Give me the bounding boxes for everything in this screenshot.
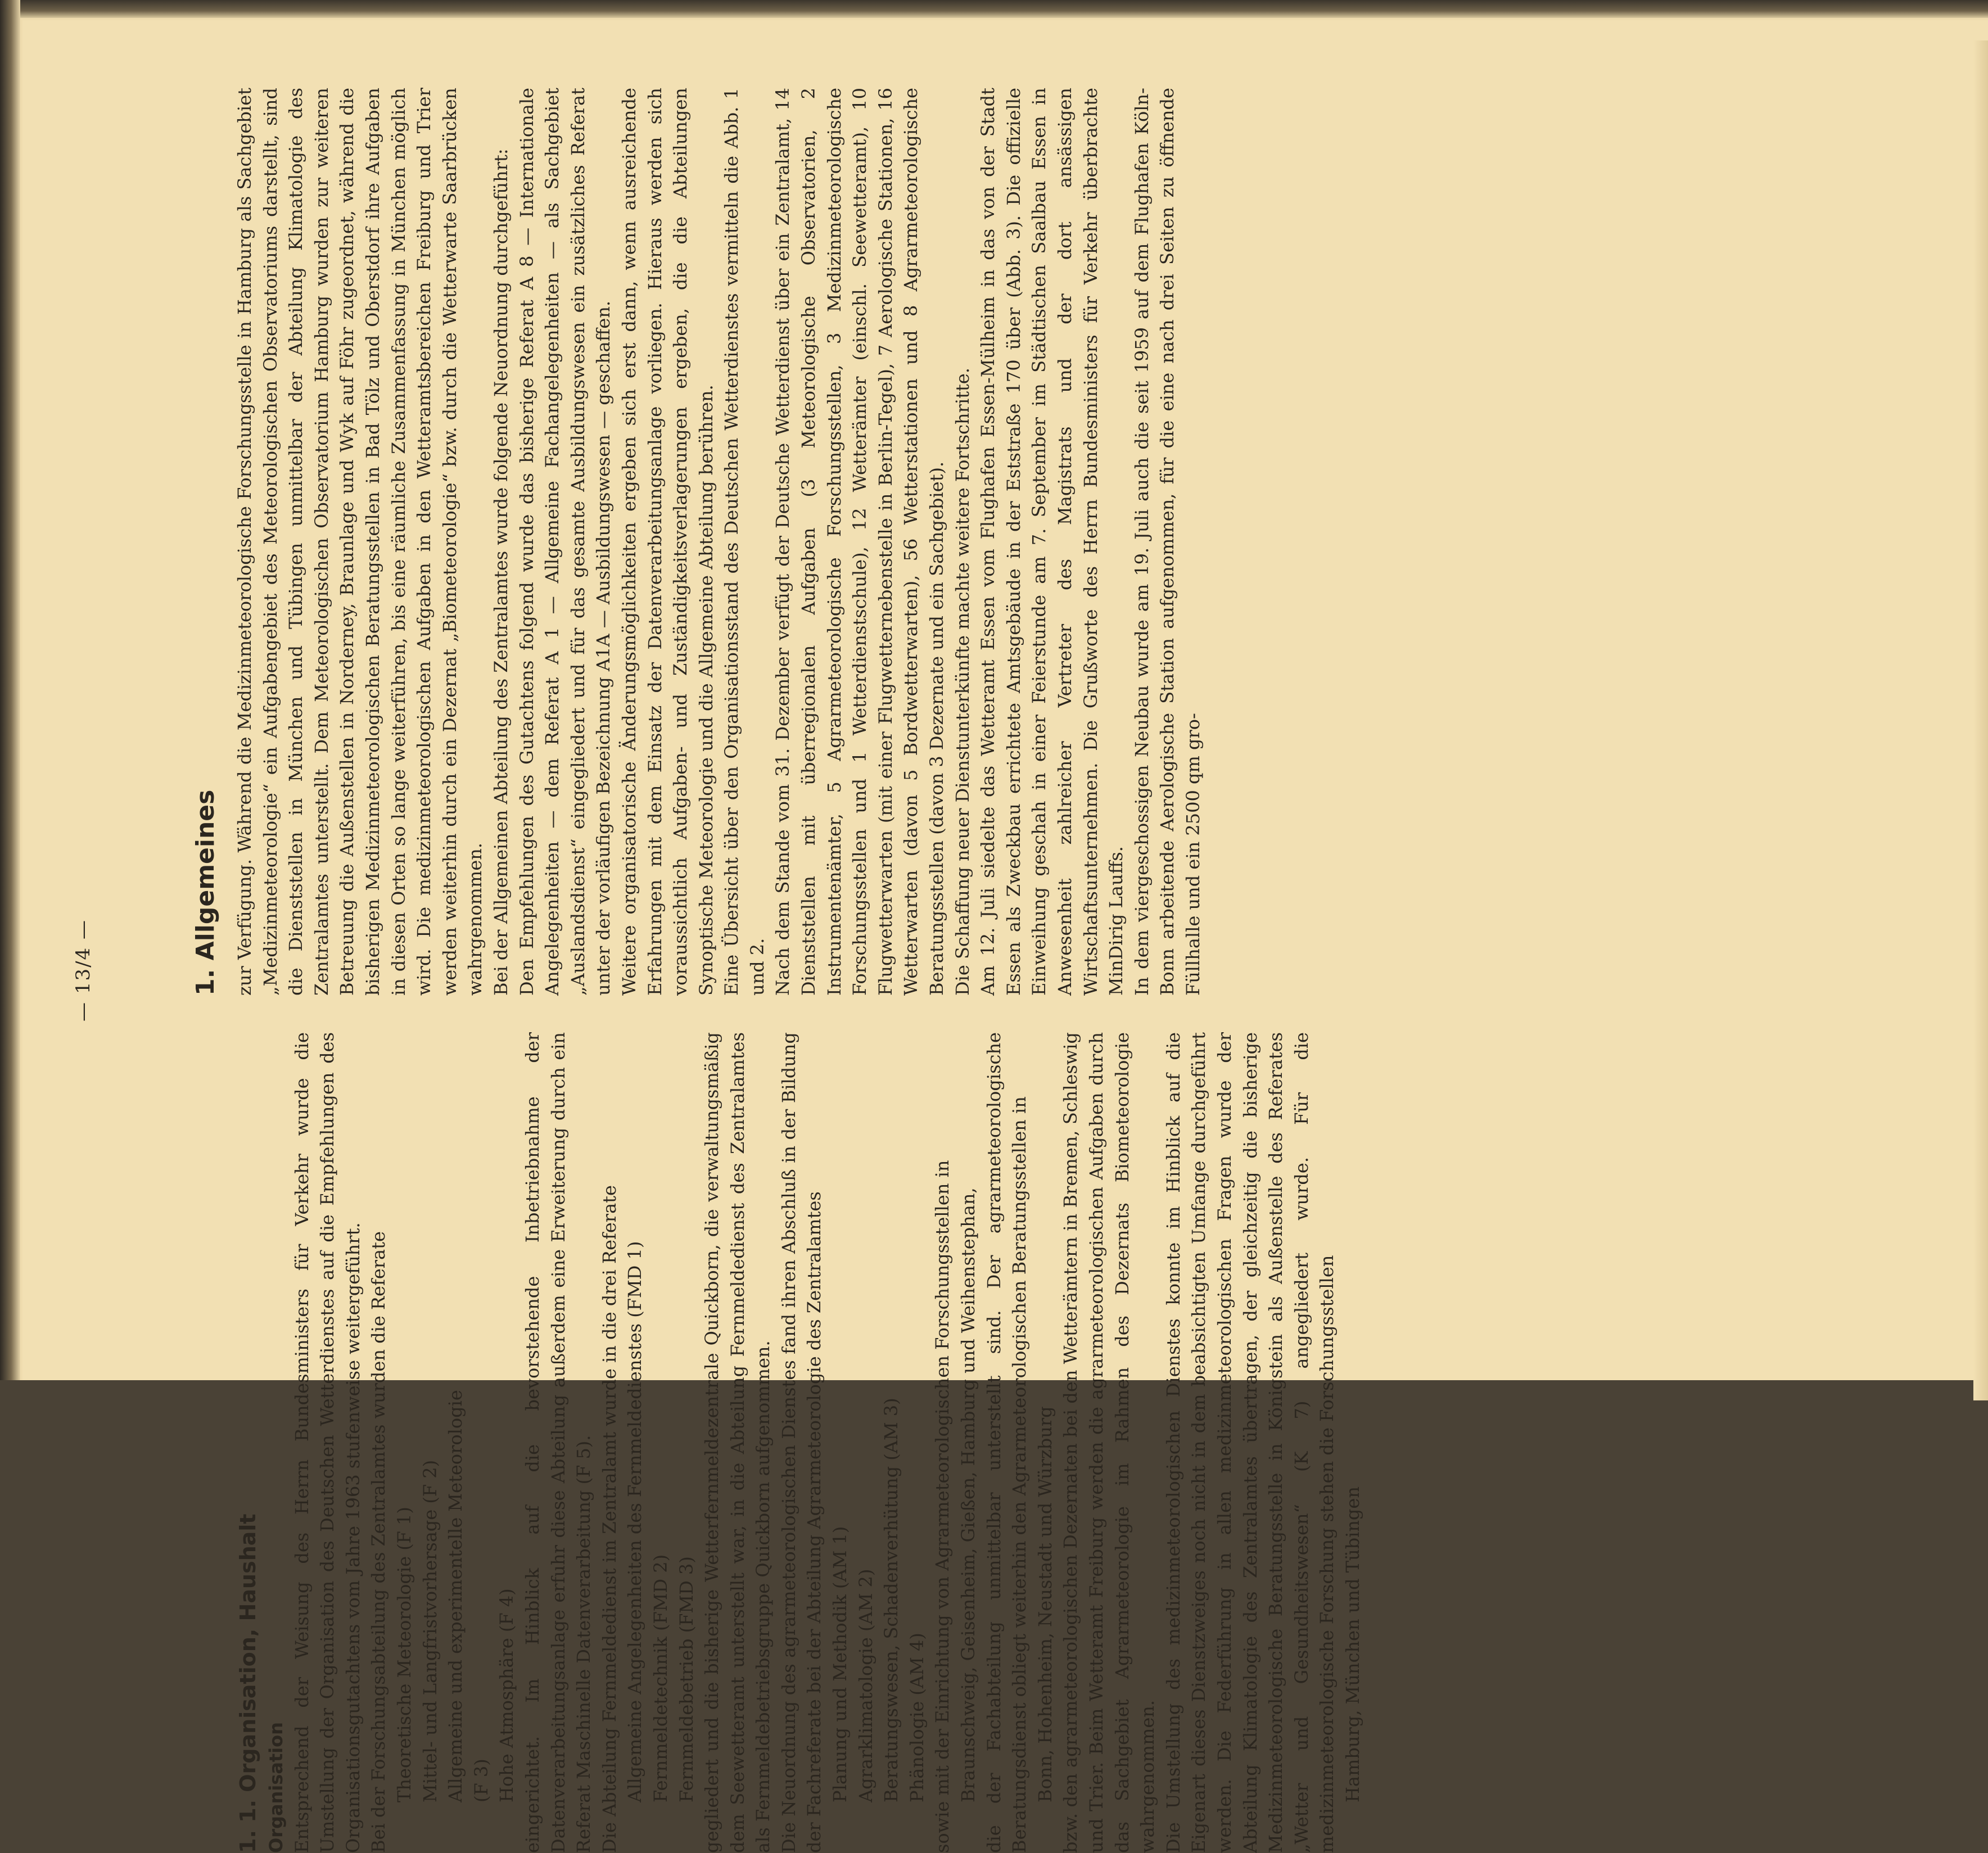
scan-edge-left — [0, 0, 20, 1380]
paragraph: eingerichtet. Im Hinblick auf die bevorstehende Inbetriebnahme der Datenverarbeitungsanlage erfuhr diese Abteilung außerdem eine Erweiterung durch ein Referat Maschinelle Datenverarbeitung (F 5). — [521, 1032, 595, 1853]
paragraph: Eine Übersicht über den Organisationsstand des Deutschen Wetterdienstes vermitteln die Abb. 1 und 2. — [721, 88, 768, 996]
list-item: Hamburg, München und Tübingen — [1341, 1486, 1363, 1802]
paragraph: Nach dem Stande vom 31. Dezember verfügt der Deutsche Wetterdienst über ein Zentralamt, 14 Dienststellen mit überregionalen Aufgaben (3 Meteorologische Observatorien, 2 Instrumentenämter, 5 Agrarmeteorologische Forschungsstellen, 3 Medizinmeteorologische Forschungsstellen und 1 Wetterdienstschule), 12 Wetterämter (einschl. Seewetteramt), 10 Flugwetterwarten (mit einer Flugwetternebenstelle in Berlin-Tegel), 7 Aerologische Stationen, 16 Wetterwarten (davon 5 Bordwetterwarten), 56 Wetterstationen und 8 Agrarmeteorologische Beratungsstellen (davon 3 Dezernate und ein Sachgebiet). — [772, 88, 948, 996]
paragraph: Die Neuordnung des agrarmeteorologischen Dienstes fand ihren Abschluß in der Bildung der Fachreferate bei der Abteilung Agrarmeteorologie des Zentralamtes — [778, 1032, 825, 1853]
paragraph: Die Umstellung des medizinmeteorologischen Dienstes konnte im Hinblick auf die Eigenart dieses Dienstzweiges noch nicht in dem beabsichtigten Umfange durchgeführt werden. Die Federführung in allen medizinmeteorologischen Fragen wurde der Abteilung Klimatologie des Zentralamtes übertragen, der gleichzeitig die bisherige Medizinmeteorologische Beratungsstelle in Königstein als Außenstelle des Referates „Wetter und Gesundheitswesen“ (K 7) angegliedert wurde. Für die medizinmeteorologische Forschung stehen die Forschungsstellen — [1162, 1032, 1338, 1853]
list-item: Phänologie (AM 4) — [906, 1633, 928, 1802]
page-fold-shadow — [1973, 40, 1988, 1400]
paragraph: bzw. den agrarmeteorologischen Dezernaten bei den Wetterämtern in Bremen, Schleswig und Trier. Beim Wetteramt Freiburg werden die agrarmeteorologischen Aufgaben durch das Sachgebiet Agrarmeteorologie im Rahmen des Dezernats Biometeorologie wahrgenommen. — [1060, 1032, 1159, 1853]
paragraph: Die Schaffung neuer Dienstunterkünfte machte weitere Fortschritte. — [951, 367, 973, 996]
list-item: (F 3) — [470, 1759, 492, 1802]
list-item: Mittel- und Langfristvorhersage (F 2) — [419, 1459, 441, 1802]
list-item: Braunschweig, Geisenheim, Gießen, Hamburg und Weihenstephan, — [957, 1187, 979, 1802]
list-item: Fernmeldetechnik (FMD 2) — [649, 1554, 671, 1802]
list-item: Fernmeldebetrieb (FMD 3) — [675, 1556, 697, 1802]
paragraph: Weitere organisatorische Änderungsmöglichkeiten ergeben sich erst dann, wenn ausreichende Erfahrungen mit dem Einsatz der Datenverarbeitungsanlage vorliegen. Hieraus werden sich voraussichtlich Aufgaben- und Zuständigkeitsverlagerungen ergeben, die die Abteilungen Synoptische Meteorologie und die Allgemeine Abteilung berühren. — [618, 88, 717, 996]
subsection-heading: Organisation — [265, 1722, 287, 1853]
list-item: Planung und Methodik (AM 1) — [829, 1526, 851, 1802]
scan-edge-top — [0, 0, 1988, 18]
paragraph: die der Fachabteilung unmittelbar unterstellt sind. Der agrarmeteorologische Beratungsdienst obliegt weiterhin den Agrarmeteorologischen Beratungsstellen in — [983, 1032, 1031, 1853]
list-item: Allgemeine und experimentelle Meteorologie — [445, 1390, 467, 1802]
paragraph: Bei der Allgemeinen Abteilung des Zentralamtes wurde folgende Neuordnung durchgeführt: — [490, 148, 512, 996]
list-item: Theoretische Meteorologie (F 1) — [393, 1507, 415, 1802]
paragraph: Am 12. Juli siedelte das Wetteramt Essen vom Flughafen Essen-Mülheim in das von der Stadt Essen als Zweckbau errichtete Amtsgebäude in der Eststraße 170 über (Abb. 3). Die offizielle Einweihung geschah in einer Feierstunde am 7. September im Städtischen Saalbau Essen in Anwesenheit zahlreicher Vertreter des Magistrats und der dort ansässigen Wirtschaftsunternehmen. Die Grußworte des Herrn Bundesministers für Verkehr überbrachte MinDirig Lauffs. — [977, 88, 1127, 996]
paragraph: In dem viergeschossigen Neubau wurde am 19. Juli auch die seit 1959 auf dem Flughafen Köln-Bonn arbeitende Aerologische Station aufgenommen, für die eine nach drei Seiten zu öffnende Füllhalle und ein 2500 qm gro- — [1131, 88, 1204, 996]
left-column — [232, 1032, 1366, 1853]
list-item: Agrarklimatologie (AM 2) — [855, 1569, 876, 1802]
page-number: — 13/4 — — [72, 919, 94, 1022]
list-item: Bonn, Hohenheim, Neustadt und Würzburg — [1034, 1406, 1056, 1802]
paragraph: Die Abteilung Fernmeldedienst im Zentralamt wurde in die drei Referate — [598, 1185, 620, 1853]
paragraph: Bei der Forschungsabteilung des Zentralamtes wurden die Referate — [368, 1231, 390, 1853]
section-heading: 1. 1. Organisation, Haushalt — [236, 1513, 260, 1853]
list-item: Allgemeine Angelegenheiten des Fernmeldedienstes (FMD 1) — [624, 1241, 646, 1802]
list-item: Beratungswesen, Schadenverhütung (AM 3) — [880, 1398, 902, 1802]
paragraph: zur Verfügung. Während die Medizinmeteorologische Forschungsstelle in Hamburg als Sachgebiet „Medizinmeteorologie“ ein Aufgabengebiet des Meteorologischen Observatoriums darstellt, sind die Dienststellen in München und Tübingen unmittelbar der Abteilung Klimatologie des Zentralamtes unterstellt. Dem Meteorologischen Observatorium Hamburg wurden zur weiteren Betreuung die Außenstellen in Norderney, Braunlage und Wyk auf Föhr zugeordnet, während die bisherigen Medizinmeteorologischen Beratungsstellen in Bad Tölz und Oberstdorf ihre Aufgaben in diesen Orten so lange weiterführen, bis eine räumliche Zusammenfassung in München möglich wird. Die medizinmeteorologischen Aufgaben in den Wetteramtsbereichen Freiburg und Trier werden weiterhin durch ein Dezernat „Biometeorologie“ bzw. durch die Wetterwarte Saarbrücken wahrgenommen. — [234, 88, 486, 996]
paragraph: Den Empfehlungen des Gutachtens folgend wurde das bisherige Referat A 8 — Internationale Angelegenheiten — dem Referat A 1 — Allgemeine Fachangelegenheiten — als Sachgebiet „Auslandsdienst“ eingegliedert und für das gesamte Ausbildungswesen ein zusätzliches Referat unter der vorläufigen Bezeichnung A1A — Ausbildungswesen — geschaffen. — [516, 88, 615, 996]
paragraph: Entsprechend der Weisung des Herrn Bundesministers für Verkehr wurde die Umstellung der Organisation des Deutschen Wetterdienstes auf die Empfehlungen des Organisationsgutachtens vom Jahre 1963 stufenweise weitergeführt. — [291, 1032, 364, 1853]
chapter-title: 1. Allgemeines — [191, 789, 220, 996]
rotated-page-content — [66, 88, 1878, 1853]
paragraph: gegliedert und die bisherige Wetterfernmeldezentrale Quickborn, die verwaltungsmäßig dem Seewetteramt unterstellt war, in die Abteilung Fernmeldedienst des Zentralamtes als Fernmeldebetriebsgruppe Quickborn aufgenommen. — [701, 1032, 774, 1853]
right-column — [232, 88, 1207, 996]
list-item: Hohe Atmosphäre (F 4) — [496, 1588, 518, 1802]
paragraph: sowie mit der Einrichtung von Agrarmeteorologischen Forschungsstellen in — [932, 1160, 954, 1853]
